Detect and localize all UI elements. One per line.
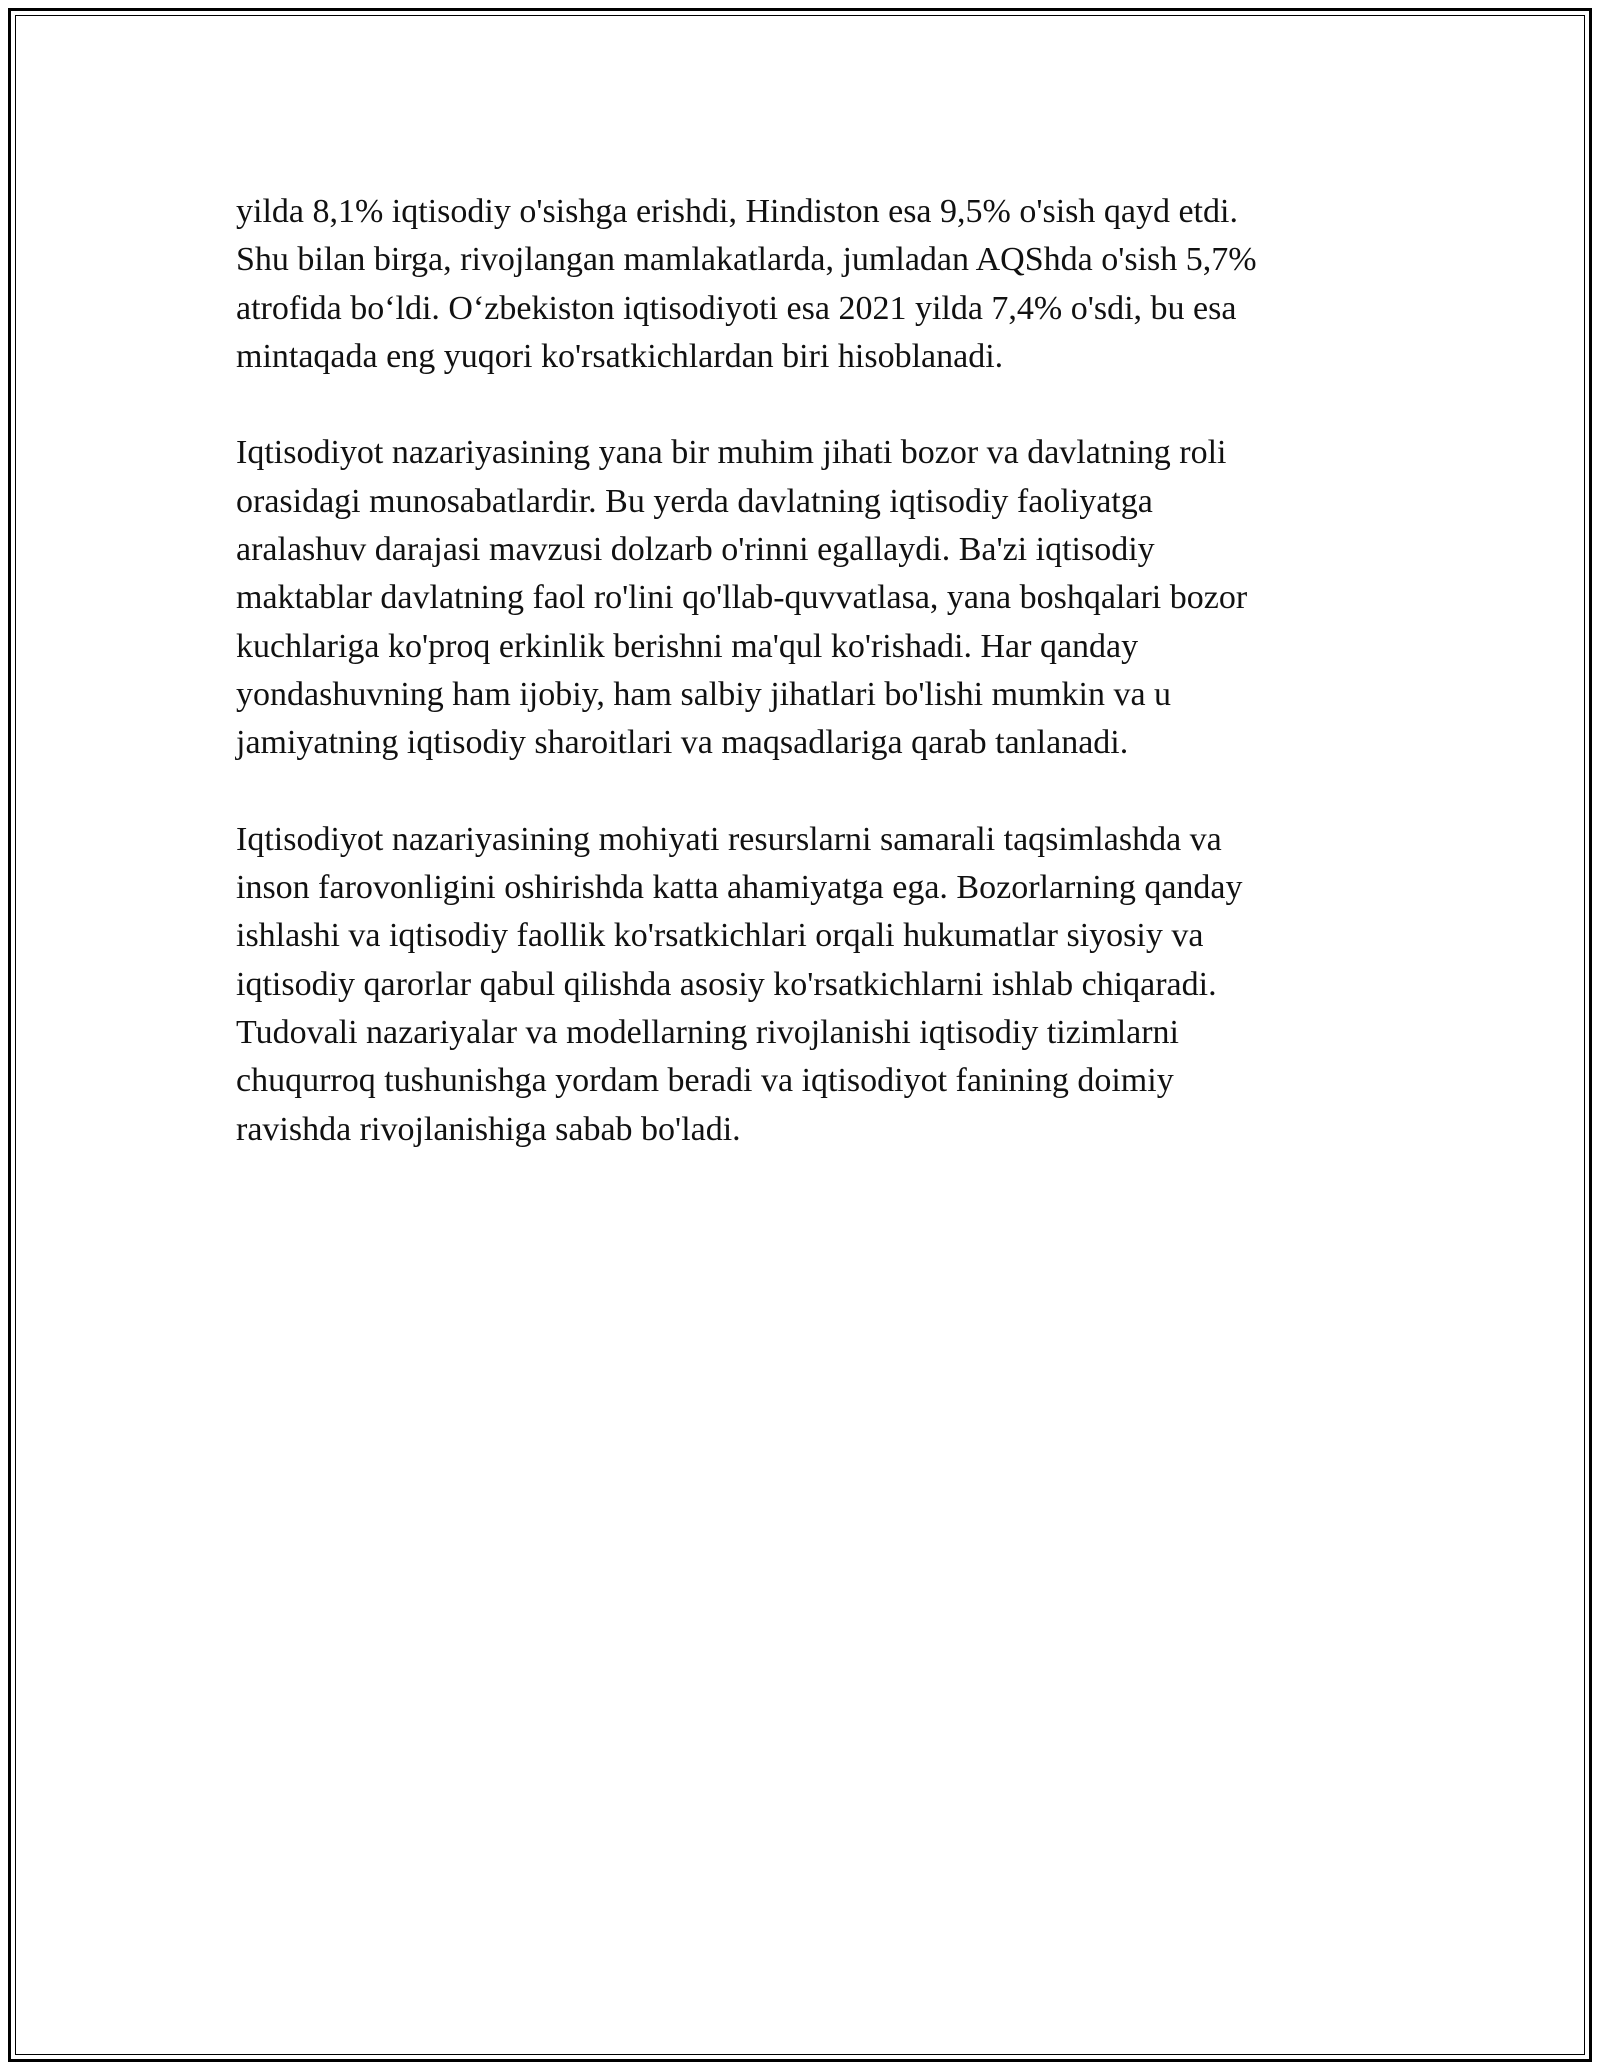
paragraph-3 [236,816,1366,1154]
text-line: aralashuv darajasi mavzusi dolzarb o'rinni egallaydi. Ba'zi iqtisodiy [236,531,1155,569]
text-line: kuchlariga ko'proq erkinlik berishni ma'qul ko'rishadi. Har qanday [236,627,1139,665]
text-line: Iqtisodiyot nazariyasining mohiyati resurslarni samarali taqsimlashda va [236,820,1222,858]
paragraph-1 [236,188,1366,381]
text-line: iqtisodiy qarorlar qabul qilishda asosiy ko'rsatkichlarni ishlab chiqaradi. [236,965,1217,1003]
text-line: Iqtisodiyot nazariyasining yana bir muhim jihati bozor va davlatning roli [236,434,1227,472]
text-line: jamiyatning iqtisodiy sharoitlari va maqsadlariga qarab tanlanadi. [236,724,1129,762]
paragraph-2 [236,429,1366,767]
text-line: ishlashi va iqtisodiy faollik ko'rsatkichlari orqali hukumatlar siyosiy va [236,917,1204,955]
text-line: Tudovali nazariyalar va modellarning rivojlanishi iqtisodiy tizimlarni [236,1014,1180,1052]
text-line: maktablar davlatning faol ro'lini qo'llab-quvvatlasa, yana boshqalari bozor [236,579,1248,617]
text-line: inson farovonligini oshirishda katta ahamiyatga ega. Bozorlarning qanday [236,869,1243,907]
document-body [236,188,1366,1202]
text-line: orasidagi munosabatlardir. Bu yerda davlatning iqtisodiy faoliyatga [236,482,1153,520]
text-line: mintaqada eng yuqori ko'rsatkichlardan biri hisoblanadi. [236,337,1004,375]
text-line: yilda 8,1% iqtisodiy o'sishga erishdi, Hindiston esa 9,5% o'sish qayd etdi. [236,193,1238,230]
text-line: chuqurroq tushunishga yordam beradi va iqtisodiyot fanining doimiy [236,1062,1174,1100]
text-line: yondashuvning ham ijobiy, ham salbiy jihatlari bo'lishi mumkin va u [236,675,1172,713]
text-line: atrofida bo‘ldi. O‘zbekiston iqtisodiyoti esa 2021 yilda 7,4% o'sdi, bu esa [236,289,1237,327]
text-line: ravishda rivojlanishiga sabab bo'ladi. [236,1110,741,1148]
text-line: Shu bilan birga, rivojlangan mamlakatlarda, jumladan AQShda o'sish 5,7% [236,241,1257,279]
